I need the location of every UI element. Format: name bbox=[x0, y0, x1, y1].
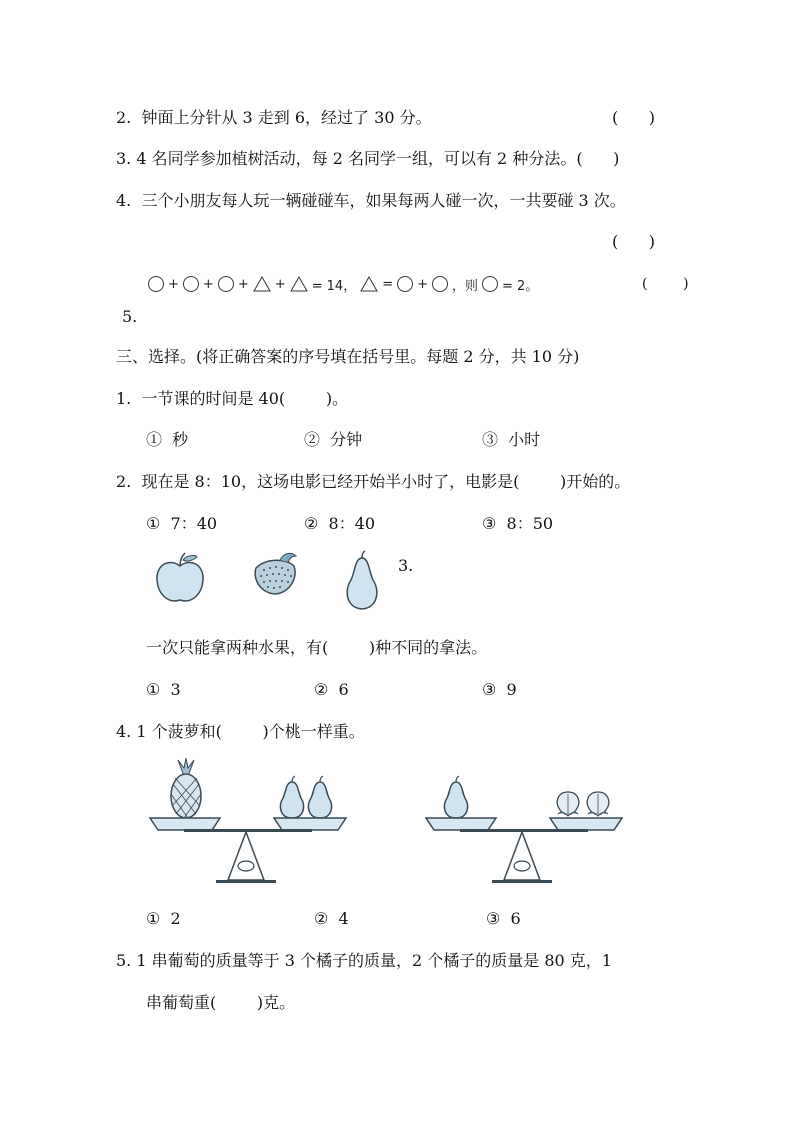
judge-q4: 4. 三个小朋友每人玩一辆碰碰车，如果每两人碰一次，一共要碰 3 次。 bbox=[116, 191, 626, 210]
peach-icon bbox=[557, 792, 579, 816]
pear-icon bbox=[444, 782, 467, 818]
choice-q5-line2: 串葡萄重( )克。 bbox=[146, 993, 296, 1012]
judge-q3: 3. 4 名同学参加植树活动，每 2 名同学一组，可以有 2 种分法。( ) bbox=[116, 149, 620, 168]
triangle-shape bbox=[360, 276, 378, 292]
choice-q3-number: 3. bbox=[398, 556, 414, 575]
circle-shape bbox=[397, 276, 413, 292]
pear-icon bbox=[342, 550, 382, 612]
circle-shape bbox=[432, 276, 448, 292]
choice-q4-option-1[interactable]: ① 2 bbox=[146, 909, 181, 928]
pear-icon bbox=[308, 782, 331, 818]
circle-shape bbox=[148, 276, 164, 292]
balance-scale-pineapple-pears bbox=[140, 758, 360, 888]
plus-sign: + bbox=[168, 276, 179, 292]
choice-q4: 4. 1 个菠萝和( )个桃一样重。 bbox=[116, 722, 365, 741]
choice-q2: 2. 现在是 8：10，这场电影已经开始半小时了，电影是( )开始的。 bbox=[116, 472, 631, 491]
judge-q5-equation bbox=[146, 271, 540, 297]
choice-q3-option-3[interactable]: ③ 9 bbox=[482, 680, 517, 699]
equals-sign: = bbox=[382, 276, 394, 292]
choice-q1: 1. 一节课的时间是 40( )。 bbox=[116, 389, 349, 408]
choice-q3-option-1[interactable]: ① 3 bbox=[146, 680, 181, 699]
circle-shape bbox=[218, 276, 234, 292]
circle-shape bbox=[183, 276, 199, 292]
pear-icon bbox=[280, 782, 303, 818]
pineapple-icon bbox=[171, 758, 201, 818]
choice-q2-option-2[interactable]: ② 8：40 bbox=[304, 514, 376, 533]
choice-q2-option-1[interactable]: ① 7：40 bbox=[146, 514, 218, 533]
judge-q4-paren[interactable]: ( ) bbox=[612, 232, 655, 251]
judge-q2: 2. 钟面上分针从 3 走到 6，经过了 30 分。 bbox=[116, 108, 432, 127]
triangle-shape bbox=[290, 276, 308, 292]
choice-q1-option-3[interactable]: ③ 小时 bbox=[482, 430, 541, 449]
choice-q4-option-2[interactable]: ② 4 bbox=[314, 909, 349, 928]
choice-q2-option-3[interactable]: ③ 8：50 bbox=[482, 514, 554, 533]
choice-q3: 一次只能拿两种水果，有( )种不同的拿法。 bbox=[146, 638, 488, 657]
choice-q5-line1: 5. 1 串葡萄的质量等于 3 个橘子的质量，2 个橘子的质量是 80 克，1 bbox=[116, 951, 612, 970]
section3-heading: 三、选择。(将正确答案的序号填在括号里。每题 2 分，共 10 分) bbox=[116, 347, 580, 366]
equals-14: = 14， bbox=[311, 278, 357, 294]
apple-icon bbox=[152, 550, 208, 606]
plus-sign: + bbox=[202, 276, 214, 292]
plus-sign: + bbox=[417, 276, 429, 292]
judge-q5-paren[interactable]: ( ) bbox=[642, 276, 689, 292]
balance-scale-pear-peaches bbox=[418, 758, 638, 888]
choice-q4-option-3[interactable]: ③ 6 bbox=[486, 909, 521, 928]
choice-q1-option-1[interactable]: ① 秒 bbox=[146, 430, 189, 449]
judge-q2-paren[interactable]: ( ) bbox=[612, 108, 655, 127]
choice-q3-option-2[interactable]: ② 6 bbox=[314, 680, 349, 699]
judge-q5-number: 5. bbox=[122, 307, 138, 326]
peach-icon bbox=[587, 792, 609, 816]
plus-sign: + bbox=[274, 276, 286, 292]
then-text: ，则 bbox=[452, 278, 479, 294]
plus-sign: + bbox=[237, 276, 249, 292]
choice-q1-option-2[interactable]: ② 分钟 bbox=[304, 430, 363, 449]
triangle-shape bbox=[253, 276, 271, 292]
circle-shape bbox=[482, 276, 498, 292]
strawberry-icon bbox=[250, 550, 300, 598]
equals-2: = 2。 bbox=[502, 278, 539, 294]
